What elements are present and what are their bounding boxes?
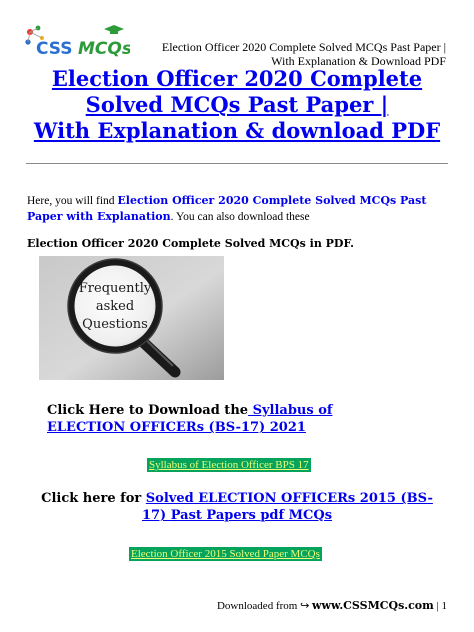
syllabus-link[interactable]: Syllabus of ELECTION OFFICERs (BS-17) 2021 xyxy=(47,403,333,435)
header-line-1: Election Officer 2020 Complete Solved MCQs Past Paper | xyxy=(161,40,446,54)
page-footer xyxy=(217,599,447,612)
syllabus-cta-prefix: Click Here to Download the xyxy=(47,403,249,418)
svg-text:CSS: CSS xyxy=(36,39,73,59)
page-number: 1 xyxy=(441,600,447,612)
image-text-questions: Questions xyxy=(82,317,148,332)
image-text-asked: asked xyxy=(95,299,135,314)
page-title-line-3[interactable]: With Explanation & download PDF xyxy=(33,118,441,143)
site-logo xyxy=(22,24,130,62)
intro-suffix: . You can also download these xyxy=(170,211,310,223)
running-header xyxy=(146,40,446,68)
past-papers-button[interactable]: Election Officer 2015 Solved Paper MCQs xyxy=(131,548,320,560)
intro-line-2: Election Officer 2020 Complete Solved MCQs in PDF. xyxy=(27,237,355,250)
header-line-2: With Explanation & Download PDF xyxy=(271,54,446,68)
divider xyxy=(26,163,448,164)
intro-paragraph xyxy=(27,193,447,225)
image-text-frequently: Frequently xyxy=(78,281,152,296)
svg-text:MCQs: MCQs xyxy=(78,39,130,59)
faq-magnifier-image xyxy=(39,256,224,380)
page-title-line-1[interactable]: Election Officer 2020 Complete xyxy=(51,66,423,91)
syllabus-button[interactable]: Syllabus of Election Officer BPS 17 xyxy=(149,459,309,471)
footer-prefix: Downloaded from xyxy=(216,600,301,612)
page-title-line-2[interactable]: Solved MCQs Past Paper | xyxy=(85,92,389,117)
page-title[interactable] xyxy=(30,66,444,144)
footer-site-link[interactable]: www.CSSMCQs.com xyxy=(312,599,434,612)
past-papers-cta xyxy=(36,490,438,524)
share-arrow-icon: ↪ xyxy=(300,600,310,612)
syllabus-cta xyxy=(47,402,407,436)
footer-separator: | xyxy=(433,600,442,612)
intro-link[interactable]: Election Officer 2020 Complete Solved MCQs Past Paper with Explanation xyxy=(27,194,427,223)
past-papers-link[interactable]: Solved ELECTION OFFICERs 2015 (BS-17) Past Papers pdf MCQs xyxy=(141,491,433,523)
past-papers-cta-prefix: Click here for xyxy=(41,491,146,506)
intro-prefix: Here, you will find xyxy=(27,195,118,207)
